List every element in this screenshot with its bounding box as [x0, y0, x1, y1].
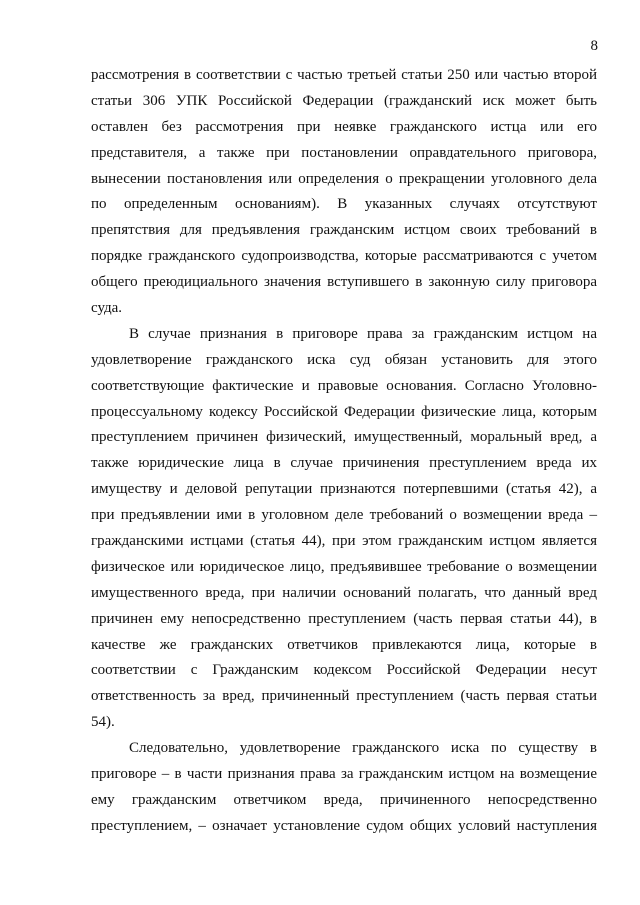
paragraph-2: [91, 322, 597, 736]
text-line: представителя, а также при постановлении оправдательного приговора,: [91, 144, 597, 161]
text-line: качестве же гражданских ответчиков привлекаются лица, которые в: [91, 636, 597, 653]
text-line: общего преюдициального значения вступившего в законную силу приговора: [91, 274, 597, 291]
text-line: удовлетворение гражданского иска суд обязан установить для этого: [91, 351, 597, 368]
text-line: преступлением причинен физический, имущественный, моральный вред, а: [91, 429, 597, 446]
text-line: имуществу и деловой репутации признаются потерпевшими (статья 42), а: [91, 481, 597, 498]
text-line: ему гражданским ответчиком вреда, причиненного непосредственно: [91, 791, 597, 808]
text-line: оставлен без рассмотрения при неявке гражданского истца или его: [91, 118, 597, 135]
text-line: причинен ему непосредственно преступлением (часть первая статьи 44), в: [91, 610, 597, 627]
text-line: статьи 306 УПК Российской Федерации (гражданский иск может быть: [91, 92, 597, 109]
text-line: процессуальному кодексу Российской Федерации физические лица, которым: [91, 403, 597, 420]
text-line: физическое или юридическое лицо, предъявившее требование о возмещении: [91, 558, 597, 575]
text-line: вынесении постановления или определения о прекращении уголовного дела: [91, 170, 597, 187]
text-line: при предъявлении ими в уголовном деле требований о возмещении вреда –: [91, 507, 597, 524]
page-number: 8: [590, 38, 598, 54]
text-line: преступлением, – означает установление судом общих условий наступления: [91, 817, 597, 834]
text-line: также юридические лица в случае причинения преступлением вреда их: [91, 455, 597, 472]
text-line: В случае признания в приговоре права за гражданским истцом на: [129, 325, 597, 342]
text-line: по определенным основаниям). В указанных случаях отсутствуют: [91, 196, 597, 213]
text-line: 54).: [91, 714, 115, 731]
paragraph-1: [91, 63, 597, 322]
text-line: имущественного вреда, при наличии оснований полагать, что данный вред: [91, 584, 597, 601]
text-line: соответствующие фактические и правовые основания. Согласно Уголовно-: [91, 377, 597, 394]
text-line: порядке гражданского судопроизводства, которые рассматриваются с учетом: [91, 248, 597, 265]
text-line: препятствия для предъявления гражданским истцом своих требований в: [91, 222, 597, 239]
text-line: приговоре – в части признания права за гражданским истцом на возмещение: [91, 766, 597, 783]
text-line: суда.: [91, 300, 123, 317]
text-line: рассмотрения в соответствии с частью третьей статьи 250 или частью второй: [91, 67, 597, 83]
paragraph-3: [91, 736, 597, 840]
document-body: [91, 63, 597, 840]
text-line: Следовательно, удовлетворение гражданского иска по существу в: [129, 740, 597, 757]
text-line: гражданскими истцами (статья 44), при этом гражданским истцом является: [91, 533, 597, 550]
text-line: ответственность за вред, причиненный преступлением (часть первая статьи: [91, 688, 597, 705]
text-line: соответствии с Гражданским кодексом Российской Федерации несут: [91, 662, 597, 679]
